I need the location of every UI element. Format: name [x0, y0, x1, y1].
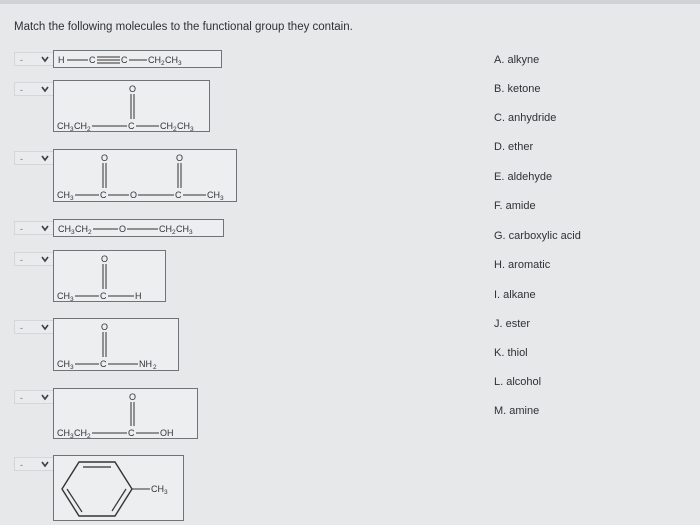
chevron-down-icon [40, 392, 50, 402]
chevron-down-icon [40, 153, 50, 163]
svg-text:CH: CH [74, 121, 87, 131]
svg-text:O: O [101, 254, 109, 264]
svg-text:3: 3 [70, 126, 74, 133]
top-bar [0, 0, 700, 4]
molecule-5-structure [54, 251, 167, 303]
option-m: M. amine [494, 405, 540, 417]
svg-text:O: O [129, 84, 137, 94]
svg-text:CH: CH [151, 484, 164, 494]
molecule-6-structure [54, 319, 180, 372]
svg-text:2: 2 [173, 126, 177, 133]
svg-text:O: O [101, 322, 109, 332]
molecule-5 [53, 250, 166, 302]
option-l: L. alcohol [494, 376, 542, 388]
svg-text:2: 2 [87, 433, 91, 440]
svg-text:OH: OH [160, 428, 174, 438]
option-h: H. aromatic [494, 259, 551, 271]
svg-text:C: C [100, 359, 107, 369]
molecule-2-structure [54, 81, 211, 133]
answer-select-1[interactable]: - [14, 52, 54, 66]
svg-text:C: C [175, 190, 182, 200]
svg-text:2: 2 [153, 364, 157, 371]
svg-text:CH: CH [58, 224, 71, 234]
atom-c2: C [121, 55, 128, 65]
answer-select-7[interactable]: - [14, 390, 54, 404]
svg-text:CH: CH [177, 121, 190, 131]
svg-text:CH: CH [57, 121, 70, 131]
svg-text:CH: CH [74, 428, 87, 438]
option-c: C. anhydride [494, 112, 557, 124]
option-b: B. ketone [494, 83, 541, 95]
svg-text:O: O [130, 190, 138, 200]
option-d: D. ether [494, 141, 534, 153]
svg-text:O: O [129, 392, 137, 402]
svg-text:C: C [100, 190, 107, 200]
option-e: E. aldehyde [494, 171, 553, 183]
group-ch2: CH [148, 55, 161, 65]
svg-text:CH: CH [176, 224, 189, 234]
svg-text:3: 3 [190, 126, 194, 133]
answer-select-5[interactable]: - [14, 252, 54, 266]
benzene-ring [62, 462, 132, 516]
chevron-down-icon [40, 459, 50, 469]
chevron-down-icon [40, 84, 50, 94]
svg-text:3: 3 [70, 195, 74, 202]
molecule-7 [53, 388, 198, 439]
svg-text:3: 3 [70, 433, 74, 440]
molecule-1 [53, 50, 222, 68]
answer-select-8[interactable]: - [14, 457, 54, 471]
molecule-8-structure [54, 456, 185, 522]
molecule-1-structure [54, 51, 223, 69]
option-j: J. ester [494, 318, 531, 330]
answer-select-4[interactable]: - [14, 221, 54, 235]
molecule-8 [53, 455, 184, 521]
option-i: I. alkane [494, 289, 536, 301]
molecule-4-structure [54, 220, 225, 238]
svg-text:3: 3 [189, 229, 193, 236]
svg-text:2: 2 [161, 60, 165, 67]
svg-text:CH: CH [57, 190, 70, 200]
molecule-2 [53, 80, 210, 132]
answer-select-6[interactable]: - [14, 320, 54, 334]
option-k: K. thiol [494, 347, 528, 359]
chevron-down-icon [40, 54, 50, 64]
svg-text:CH: CH [75, 224, 88, 234]
svg-text:2: 2 [88, 229, 92, 236]
molecule-4 [53, 219, 224, 237]
molecule-6 [53, 318, 179, 371]
svg-text:CH: CH [159, 224, 172, 234]
answer-select-2[interactable]: - [14, 82, 54, 96]
svg-text:NH: NH [139, 359, 152, 369]
question-text: Match the following molecules to the functional group they contain. [14, 21, 353, 33]
svg-text:CH: CH [165, 55, 178, 65]
option-a: A. alkyne [494, 54, 540, 66]
atom-h: H [58, 55, 65, 65]
svg-text:CH: CH [57, 359, 70, 369]
svg-text:3: 3 [178, 60, 182, 67]
svg-text:2: 2 [172, 229, 176, 236]
svg-text:C: C [128, 121, 135, 131]
answer-select-3[interactable]: - [14, 151, 54, 165]
chevron-down-icon [40, 254, 50, 264]
chevron-down-icon [40, 223, 50, 233]
svg-text:3: 3 [70, 364, 74, 371]
svg-text:2: 2 [87, 126, 91, 133]
molecule-3-structure [54, 150, 238, 203]
molecule-3 [53, 149, 237, 202]
svg-text:O: O [119, 224, 127, 234]
molecule-7-structure [54, 389, 199, 440]
svg-text:CH: CH [160, 121, 173, 131]
svg-text:3: 3 [70, 296, 74, 303]
svg-text:CH: CH [57, 291, 70, 301]
svg-text:3: 3 [71, 229, 75, 236]
svg-text:H: H [135, 291, 142, 301]
svg-text:3: 3 [220, 195, 224, 202]
svg-text:O: O [176, 153, 184, 163]
svg-text:O: O [101, 153, 109, 163]
atom-c1: C [89, 55, 96, 65]
svg-text:3: 3 [164, 489, 168, 496]
option-f: F. amide [494, 200, 536, 212]
svg-text:C: C [100, 291, 107, 301]
chevron-down-icon [40, 322, 50, 332]
svg-text:CH: CH [57, 428, 70, 438]
svg-text:CH: CH [207, 190, 220, 200]
option-g: G. carboxylic acid [494, 230, 581, 242]
svg-text:C: C [128, 428, 135, 438]
